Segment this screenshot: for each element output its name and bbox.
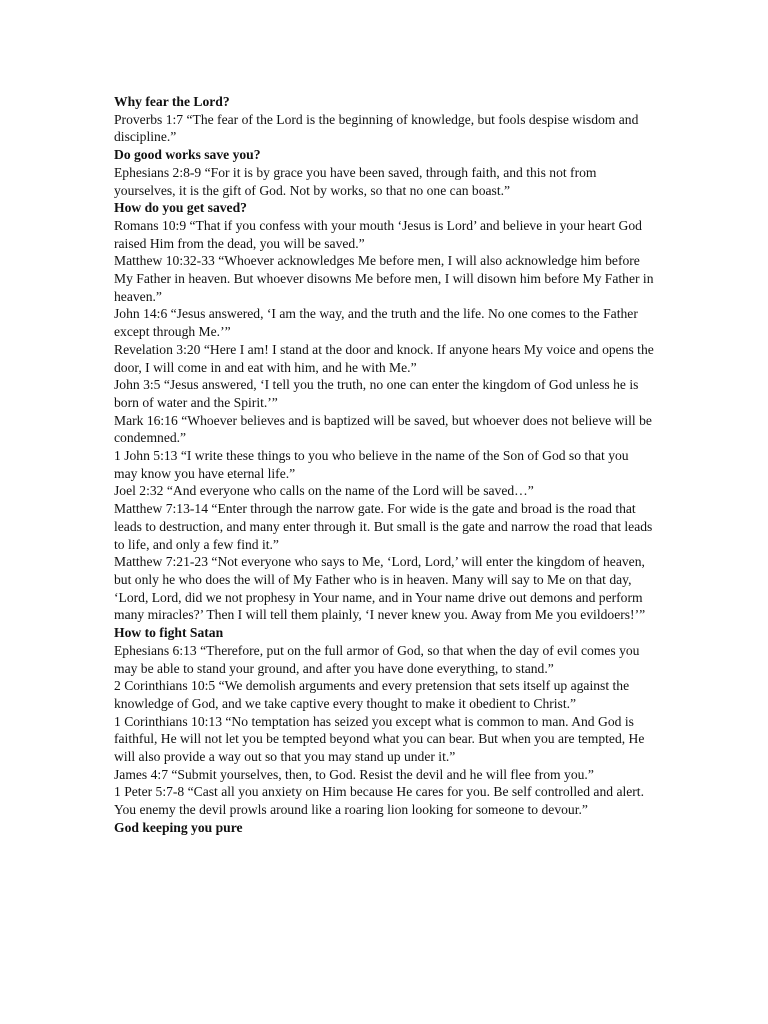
verse-paragraph: 1 John 5:13 “I write these things to you who believe in the name of the Son of God so that you may know you have eternal life.”: [114, 448, 629, 481]
verse-paragraph: John 14:6 “Jesus answered, ‘I am the way, and the truth and the life. No one comes to the Father except through Me.’”: [114, 306, 638, 340]
verse-paragraph: 1 Peter 5:7-8 “Cast all you anxiety on Him because He cares for you. Be self controlled and alert. You enemy the devil prowls around like a roaring lion looking for someone to devour.”: [114, 784, 644, 818]
verse-paragraph: Proverbs 1:7 “The fear of the Lord is the beginning of knowledge, but fools despise wisdom and discipline.”: [114, 111, 639, 145]
verse-paragraph: John 3:5 “Jesus answered, ‘I tell you the truth, no one can enter the kingdom of God unless he is born of water and the Spirit.’”: [114, 377, 639, 410]
verse-paragraph: Matthew 7:21-23 “Not everyone who says to Me, ‘Lord, Lord,’ will enter the kingdom of heaven, but only he who does the will of My Father who is in heaven. Many will say to Me on that day, ‘Lord, Lord, did we not prophesy in Your name, and in Your name drive out demons and perform many miracles?’ Then I will tell them plainly, ‘I never knew you. Away from Me you evildoers!’”: [114, 554, 646, 623]
verse-paragraph: James 4:7 “Submit yourselves, then, to God. Resist the devil and he will flee from you.”: [114, 766, 594, 782]
verse-paragraph: 1 Corinthians 10:13 “No temptation has seized you except what is common to man. And God is faithful, He will not let you be tempted beyond what you can bear. But when you are tempted, He will also provide a way out so that you may stand up under it.”: [114, 713, 645, 765]
section-heading: How do you get saved?: [114, 200, 247, 216]
verse-paragraph: Matthew 7:13-14 “Enter through the narrow gate. For wide is the gate and broad is the road that leads to destruction, and many enter through it. But small is the gate and narrow the road that leads to life, and only a few find it.”: [114, 501, 653, 552]
verse-paragraph: Ephesians 2:8-9 “For it is by grace you have been saved, through faith, and this not from yourselves, it is the gift of God. Not by works, so that no one can boast.”: [114, 164, 597, 198]
verse-paragraph: 2 Corinthians 10:5 “We demolish arguments and every pretension that sets itself up against the knowledge of God, and we take captive every thought to make it obedient to Christ.”: [114, 678, 630, 711]
section-heading: God keeping you pure: [114, 819, 243, 835]
section-heading: Do good works save you?: [114, 147, 261, 163]
section-heading: How to fight Satan: [114, 625, 224, 641]
verse-paragraph: Romans 10:9 “That if you confess with your mouth ‘Jesus is Lord’ and believe in your heart God raised Him from the dead, you will be saved.”: [114, 217, 642, 251]
document-page: [114, 93, 654, 837]
verse-paragraph: Revelation 3:20 “Here I am! I stand at the door and knock. If anyone hears My voice and opens the door, I will come in and eat with him, and he with Me.”: [114, 341, 654, 375]
verse-paragraph: Matthew 10:32-33 “Whoever acknowledges Me before men, I will also acknowledge him before My Father in heaven. But whoever disowns Me before men, I will disown him before My Father in heaven.”: [114, 253, 654, 304]
section-heading: Why fear the Lord?: [114, 94, 230, 109]
verse-paragraph: Joel 2:32 “And everyone who calls on the name of the Lord will be saved…”: [114, 483, 534, 499]
verse-paragraph: Ephesians 6:13 “Therefore, put on the full armor of God, so that when the day of evil comes you may be able to stand your ground, and after you have done everything, to stand.”: [114, 642, 640, 676]
verse-paragraph: Mark 16:16 “Whoever believes and is baptized will be saved, but whoever does not believe will be condemned.”: [114, 412, 652, 446]
